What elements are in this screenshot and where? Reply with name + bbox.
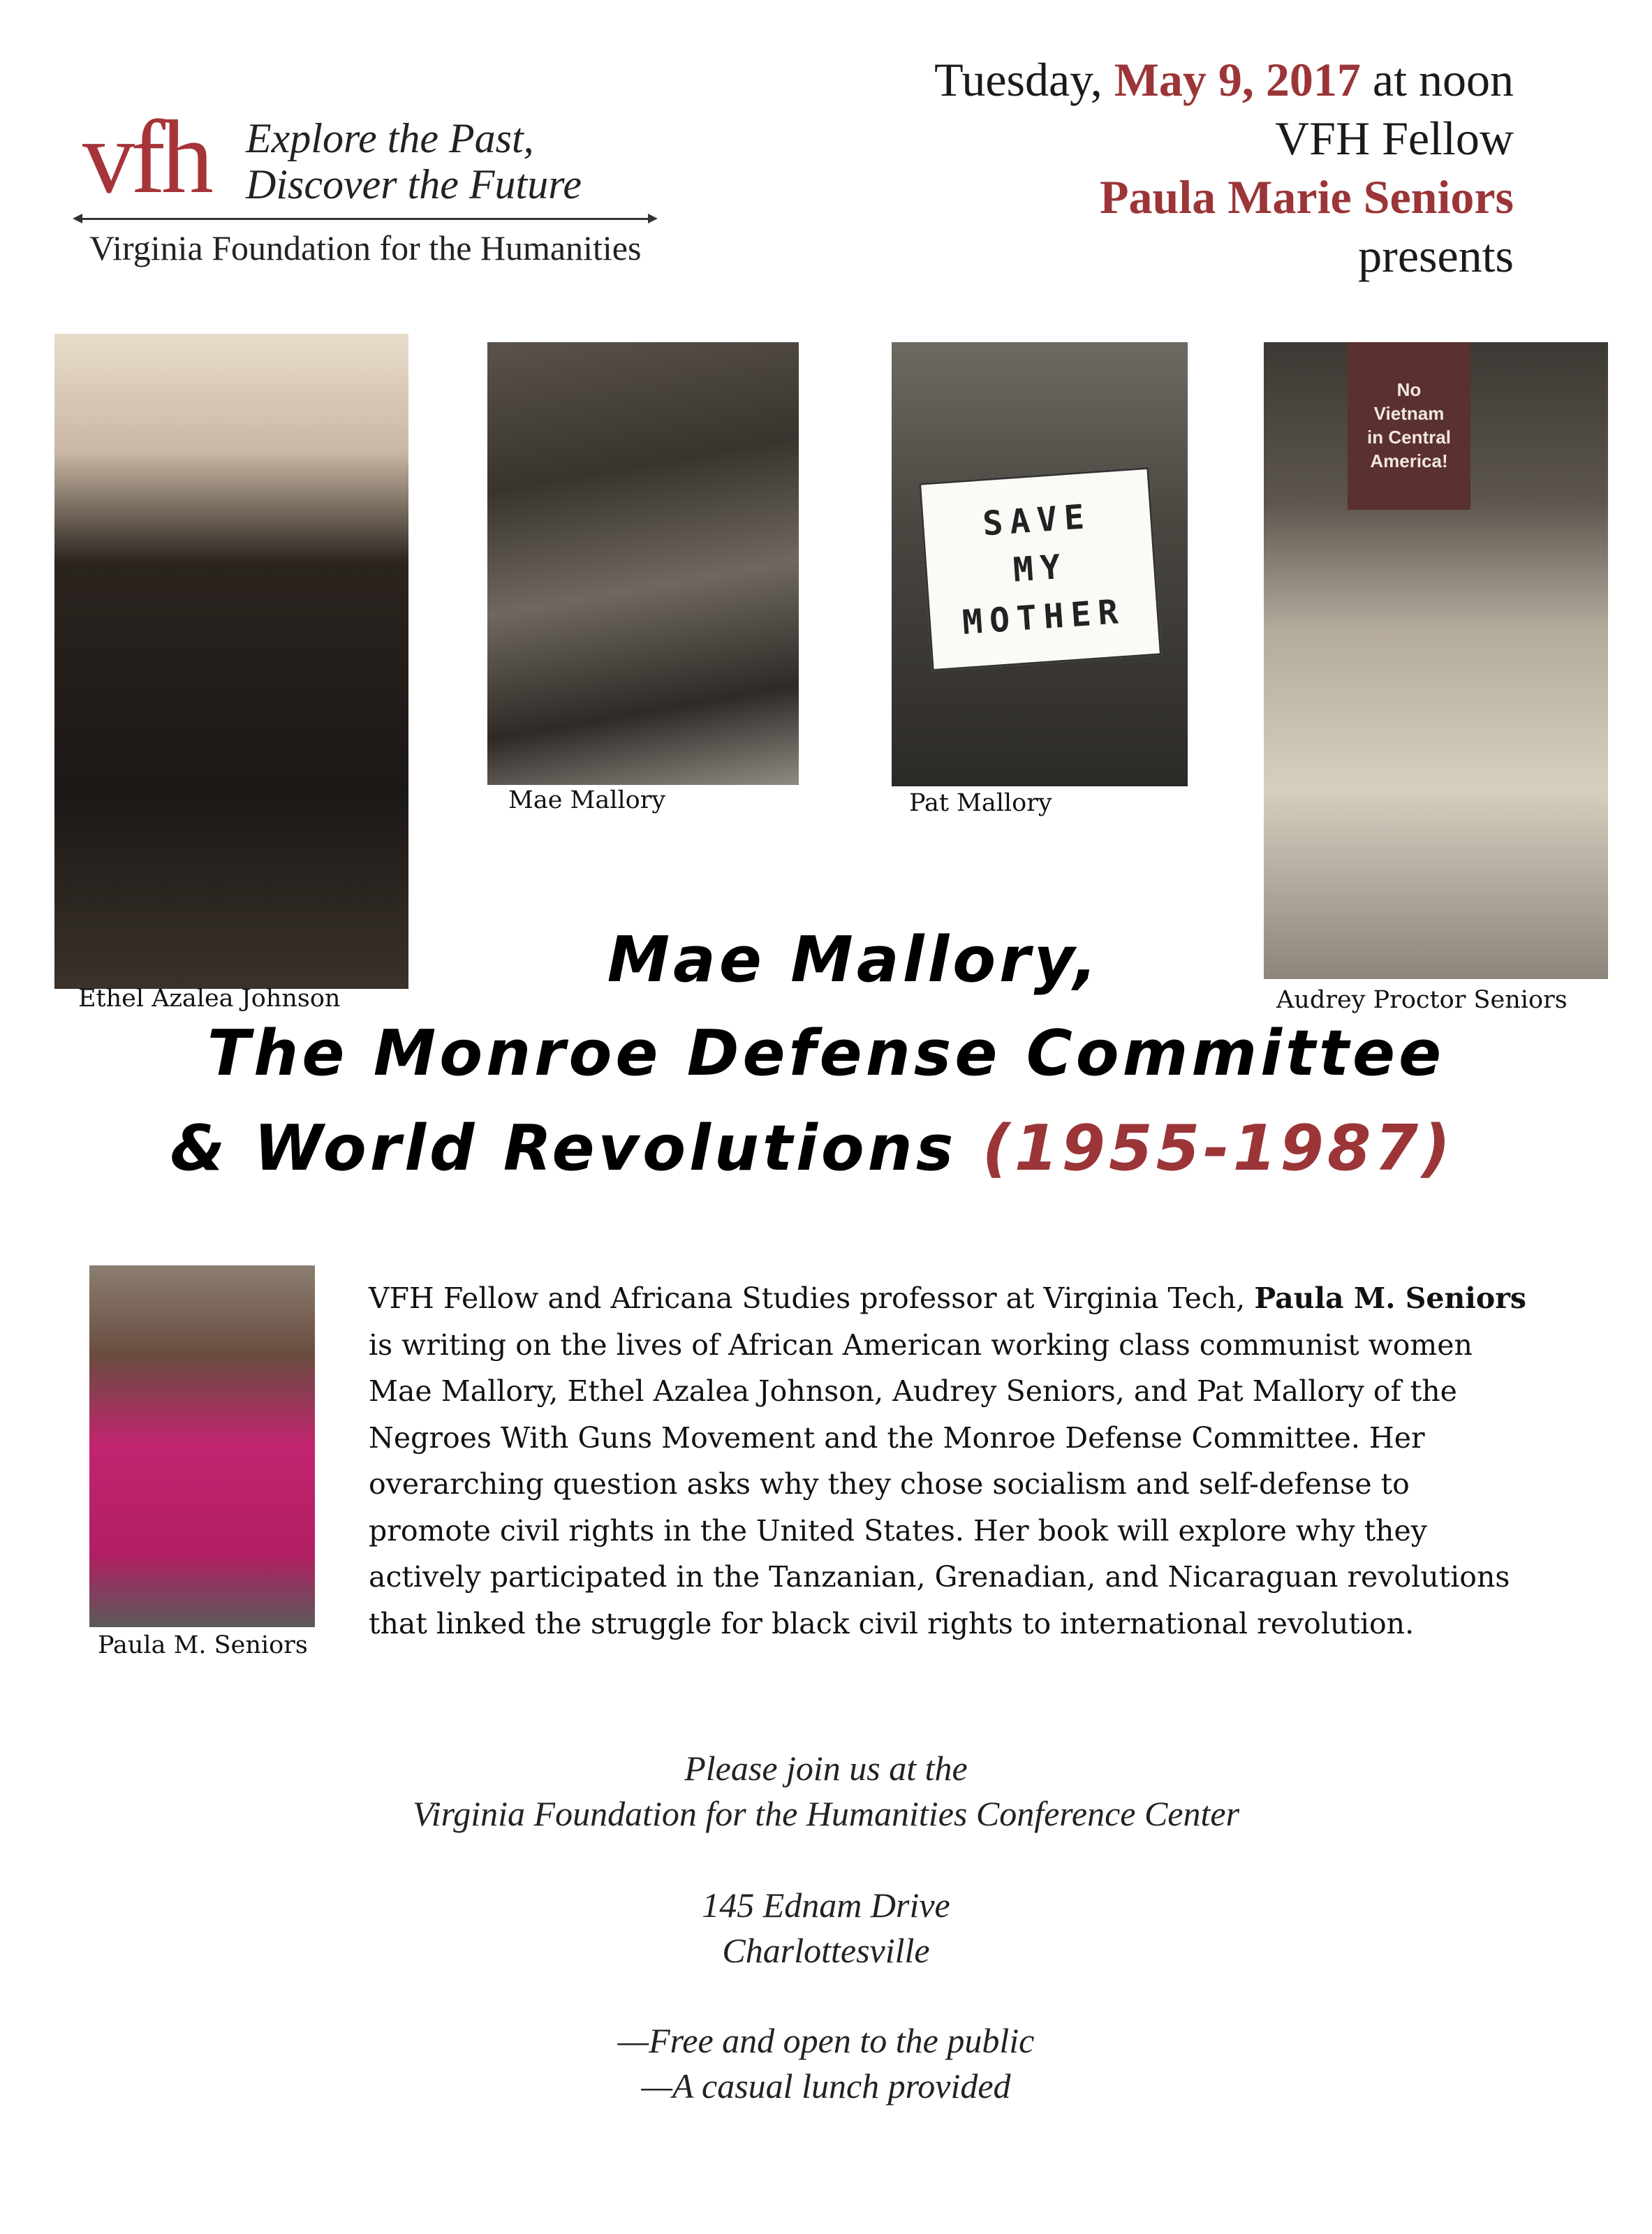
footer-city: Charlottesville [722, 1931, 930, 1970]
presenter-role: VFH Fellow [1275, 112, 1514, 165]
logo-tagline [246, 115, 582, 207]
presenter-name: Paula Marie Seniors [1099, 170, 1514, 223]
sign-line: MY [1012, 547, 1069, 590]
footer-join-line-1: Please join us at the [684, 1749, 968, 1788]
logo-tagline-line-2: Discover the Future [246, 161, 582, 207]
caption-pat: Pat Mallory [909, 789, 1052, 817]
footer-invitation [0, 1746, 1652, 1837]
bio-name: Paula M. Seniors [1254, 1281, 1526, 1315]
logo-tagline-line-1: Explore the Past, [246, 115, 534, 161]
protest-sign [1348, 342, 1470, 510]
photo-pat-mallory [892, 342, 1188, 786]
title-years: (1955-1987) [982, 1112, 1454, 1185]
sign-line: in Central [1367, 427, 1451, 448]
footer-notes [0, 2018, 1652, 2109]
sign-line: No [1396, 379, 1422, 401]
logo-divider [82, 218, 648, 220]
event-time: at noon [1372, 53, 1514, 106]
event-day: Tuesday, [934, 53, 1102, 106]
footer-street: 145 Ednam Drive [702, 1886, 950, 1925]
footer-note-lunch: —A casual lunch provided [641, 2066, 1011, 2106]
title-line-2: The Monroe Defense Committee [207, 1017, 1445, 1090]
title-line-1: Mae Mallory, [607, 923, 1101, 997]
vfh-logo-mark: vfh [82, 99, 209, 215]
title-line-3 [0, 1112, 1638, 1185]
photo-paula-m-seniors [89, 1265, 315, 1627]
presents-label: presents [1358, 229, 1514, 282]
event-date-line [934, 50, 1514, 109]
sign-line: America! [1370, 450, 1448, 471]
sign-line: SAVE [981, 497, 1093, 544]
caption-mae: Mae Mallory [508, 786, 666, 814]
photo-ethel-azalea-johnson [54, 334, 408, 989]
save-my-mother-sign [919, 467, 1162, 671]
caption-paula: Paula M. Seniors [98, 1631, 308, 1659]
footer-note-free: —Free and open to the public [617, 2021, 1035, 2060]
caption-ethel: Ethel Azalea Johnson [78, 985, 341, 1013]
footer-address [0, 1883, 1652, 1974]
photo-mae-mallory [487, 342, 799, 785]
sign-line: Vietnam [1373, 403, 1445, 425]
bio-rest: is writing on the lives of African American working class communist women Mae Mallory, Ethel Azalea Johnson, Audrey Seniors, and Pat Mallory of the Negroes With Guns Movement and the Monroe Defense Committee. Her overarching question asks why they chose socialism and self-defense to promote civil rights in the United States. Her book will explore why they actively participated in the Tanzanian, Grenadian, and Nicaraguan revolutions that linked the struggle for black civil rights to international revolution. [369, 1328, 1510, 1640]
caption-audrey: Audrey Proctor Seniors [1276, 986, 1568, 1014]
title-line-3-text: & World Revolutions [170, 1112, 957, 1185]
sign-line: MOTHER [961, 591, 1127, 642]
footer-join-line-2: Virginia Foundation for the Humanities Conference Center [412, 1794, 1240, 1833]
event-date: May 9, 2017 [1114, 53, 1361, 106]
bio-paragraph [369, 1275, 1528, 1647]
logo-org-name: Virginia Foundation for the Humanities [89, 228, 642, 267]
bio-lead: VFH Fellow and Africana Studies professor at Virginia Tech, [369, 1281, 1255, 1315]
photo-audrey-proctor-seniors [1264, 342, 1608, 979]
